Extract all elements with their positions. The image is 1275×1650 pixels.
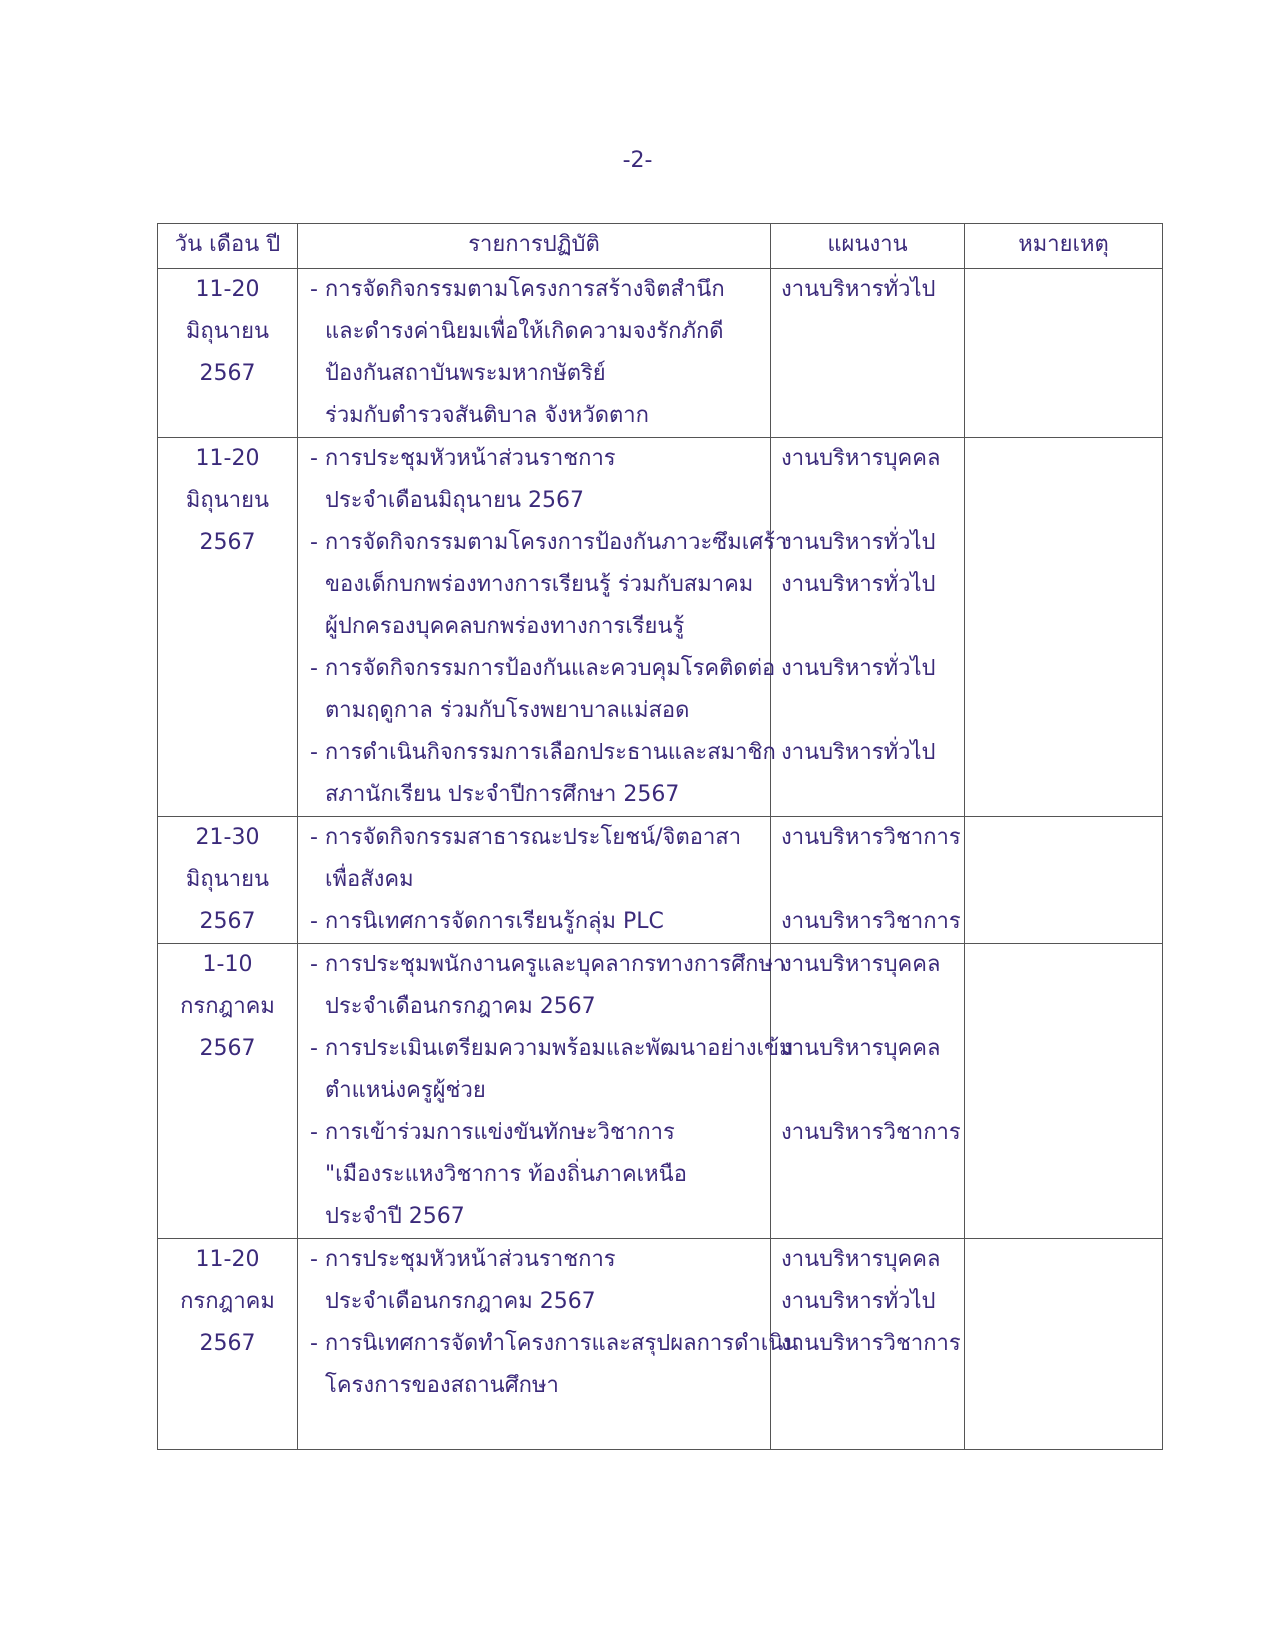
schedule-body — [158, 269, 1163, 1450]
date-cell — [158, 944, 298, 1239]
table-row — [158, 438, 1163, 817]
note-cell — [965, 269, 1163, 438]
date-line: กรกฎาคม — [180, 1289, 275, 1314]
activity-line: - การประชุมพนักงานครูและบุคลากรทางการศึกษา — [310, 952, 786, 977]
activity-line: - การเข้าร่วมการแข่งขันทักษะวิชาการ — [310, 1120, 675, 1145]
activity-line: และดำรงค่านิยมเพื่อให้เกิดความจงรักภักดี — [325, 319, 724, 344]
date-cell — [158, 817, 298, 944]
date-cell — [158, 438, 298, 817]
activity-line: - การประชุมหัวหน้าส่วนราชการ — [310, 446, 616, 471]
table-row — [158, 1239, 1163, 1450]
plan-line: งานบริหารทั่วไป — [781, 1289, 936, 1314]
page-number: -2- — [622, 148, 653, 173]
plan-line — [771, 1154, 964, 1196]
date-line: มิถุนายน — [185, 867, 270, 892]
activity-line: - การนิเทศการจัดการเรียนรู้กลุ่ม PLC — [310, 909, 664, 934]
plan-line — [771, 353, 964, 395]
plan-line: งานบริหารวิชาการ — [781, 1120, 961, 1145]
plan-line: งานบริหารบุคคล — [781, 1036, 941, 1061]
plan-line: งานบริหารทั่วไป — [781, 572, 936, 597]
plan-cell — [771, 269, 965, 438]
header-date: วัน เดือน ปี — [158, 224, 298, 269]
plan-line: งานบริหารทั่วไป — [781, 277, 936, 302]
activity-line: ตำแหน่งครูผู้ช่วย — [325, 1078, 486, 1103]
date-line: 21-30 — [195, 825, 260, 850]
plan-line — [771, 1196, 964, 1238]
activity-line: ผู้ปกครองบุคคลบกพร่องทางการเรียนรู้ — [325, 614, 685, 639]
plan-line: งานบริหารวิชาการ — [781, 825, 961, 850]
plan-line — [771, 986, 964, 1028]
date-cell — [158, 269, 298, 438]
plan-line — [771, 395, 964, 437]
activity-cell — [298, 944, 794, 1239]
date-cell — [158, 1239, 298, 1450]
activity-line: ตามฤดูกาล ร่วมกับโรงพยาบาลแม่สอด — [325, 698, 690, 723]
activity-line: เพื่อสังคม — [325, 867, 414, 892]
activity-line: ประจำเดือนกรกฎาคม 2567 — [325, 994, 596, 1019]
date-line: มิถุนายน — [185, 319, 270, 344]
plan-line — [771, 774, 964, 816]
schedule-table — [157, 223, 1163, 1450]
date-line: 2567 — [199, 530, 256, 555]
plan-line — [771, 1070, 964, 1112]
date-line: 11-20 — [195, 1247, 260, 1272]
plan-cell — [771, 944, 965, 1239]
activity-cell — [298, 269, 771, 438]
date-line: 2567 — [199, 909, 256, 934]
activity-line: "เมืองระแหงวิชาการ ท้องถิ่นภาคเหนือ — [325, 1162, 687, 1187]
activity-line: ป้องกันสถาบันพระมหากษัตริย์ — [325, 361, 606, 386]
plan-line — [771, 606, 964, 648]
activity-line: ประจำเดือนกรกฎาคม 2567 — [325, 1289, 596, 1314]
activity-line: โครงการของสถานศึกษา — [325, 1373, 559, 1398]
activity-line: - การดำเนินกิจกรรมการเลือกประธานและสมาชิก — [310, 740, 776, 765]
plan-line — [771, 480, 964, 522]
activity-line: สภานักเรียน ประจำปีการศึกษา 2567 — [325, 782, 680, 807]
plan-line — [771, 690, 964, 732]
activity-line: ประจำปี 2567 — [325, 1204, 465, 1229]
plan-line: งานบริหารทั่วไป — [781, 656, 936, 681]
activity-cell — [298, 438, 788, 817]
activity-line: - การประเมินเตรียมความพร้อมและพัฒนาอย่างเข้ม — [310, 1036, 794, 1061]
plan-line: งานบริหารวิชาการ — [781, 1331, 961, 1356]
plan-line: งานบริหารบุคคล — [781, 952, 941, 977]
activity-line: - การจัดกิจกรรมการป้องกันและควบคุมโรคติดต่อ — [310, 656, 776, 681]
date-line: มิถุนายน — [185, 488, 270, 513]
activity-line: ประจำเดือนมิถุนายน 2567 — [325, 488, 585, 513]
plan-cell — [771, 817, 965, 944]
plan-line: งานบริหารวิชาการ — [781, 909, 961, 934]
plan-cell — [771, 1239, 965, 1450]
date-line: 11-20 — [195, 446, 260, 471]
table-row — [158, 817, 1163, 944]
activity-line: - การจัดกิจกรรมตามโครงการป้องกันภาวะซึมเศร้า — [310, 530, 788, 555]
header-activity: รายการปฏิบัติ — [298, 224, 771, 269]
note-cell — [965, 438, 1163, 817]
date-line: กรกฎาคม — [180, 994, 275, 1019]
plan-cell — [771, 438, 965, 817]
activity-cell — [298, 1239, 799, 1450]
plan-line: งานบริหารบุคคล — [781, 1247, 941, 1272]
activity-line: - การประชุมหัวหน้าส่วนราชการ — [310, 1247, 616, 1272]
plan-line — [771, 1365, 964, 1407]
header-row — [158, 224, 1163, 269]
note-cell — [965, 817, 1163, 944]
header-note: หมายเหตุ — [965, 224, 1163, 269]
plan-line — [771, 859, 964, 901]
plan-line: งานบริหารทั่วไป — [781, 740, 936, 765]
date-line: 2567 — [199, 1036, 256, 1061]
activity-line: - การจัดกิจกรรมตามโครงการสร้างจิตสำนึก — [310, 277, 725, 302]
date-line: 2567 — [199, 361, 256, 386]
plan-line: งานบริหารบุคคล — [781, 446, 941, 471]
plan-line — [771, 311, 964, 353]
table-row — [158, 944, 1163, 1239]
header-plan: แผนงาน — [771, 224, 965, 269]
activity-cell — [298, 817, 771, 944]
activity-line: - การจัดกิจกรรมสาธารณะประโยชน์/จิตอาสา — [310, 825, 742, 850]
date-line: 2567 — [199, 1331, 256, 1356]
activity-line: - การนิเทศการจัดทำโครงการและสรุปผลการดำเนิน — [310, 1331, 799, 1356]
note-cell — [965, 944, 1163, 1239]
activity-line: ของเด็กบกพร่องทางการเรียนรู้ ร่วมกับสมาคม — [325, 572, 754, 597]
date-line: 1-10 — [202, 952, 253, 977]
activity-line: ร่วมกับตำรวจสันติบาล จังหวัดตาก — [325, 403, 649, 428]
date-line: 11-20 — [195, 277, 260, 302]
plan-line: งานบริหารทั่วไป — [781, 530, 936, 555]
table-row — [158, 269, 1163, 438]
note-cell — [965, 1239, 1163, 1450]
blank-line — [298, 1407, 770, 1449]
